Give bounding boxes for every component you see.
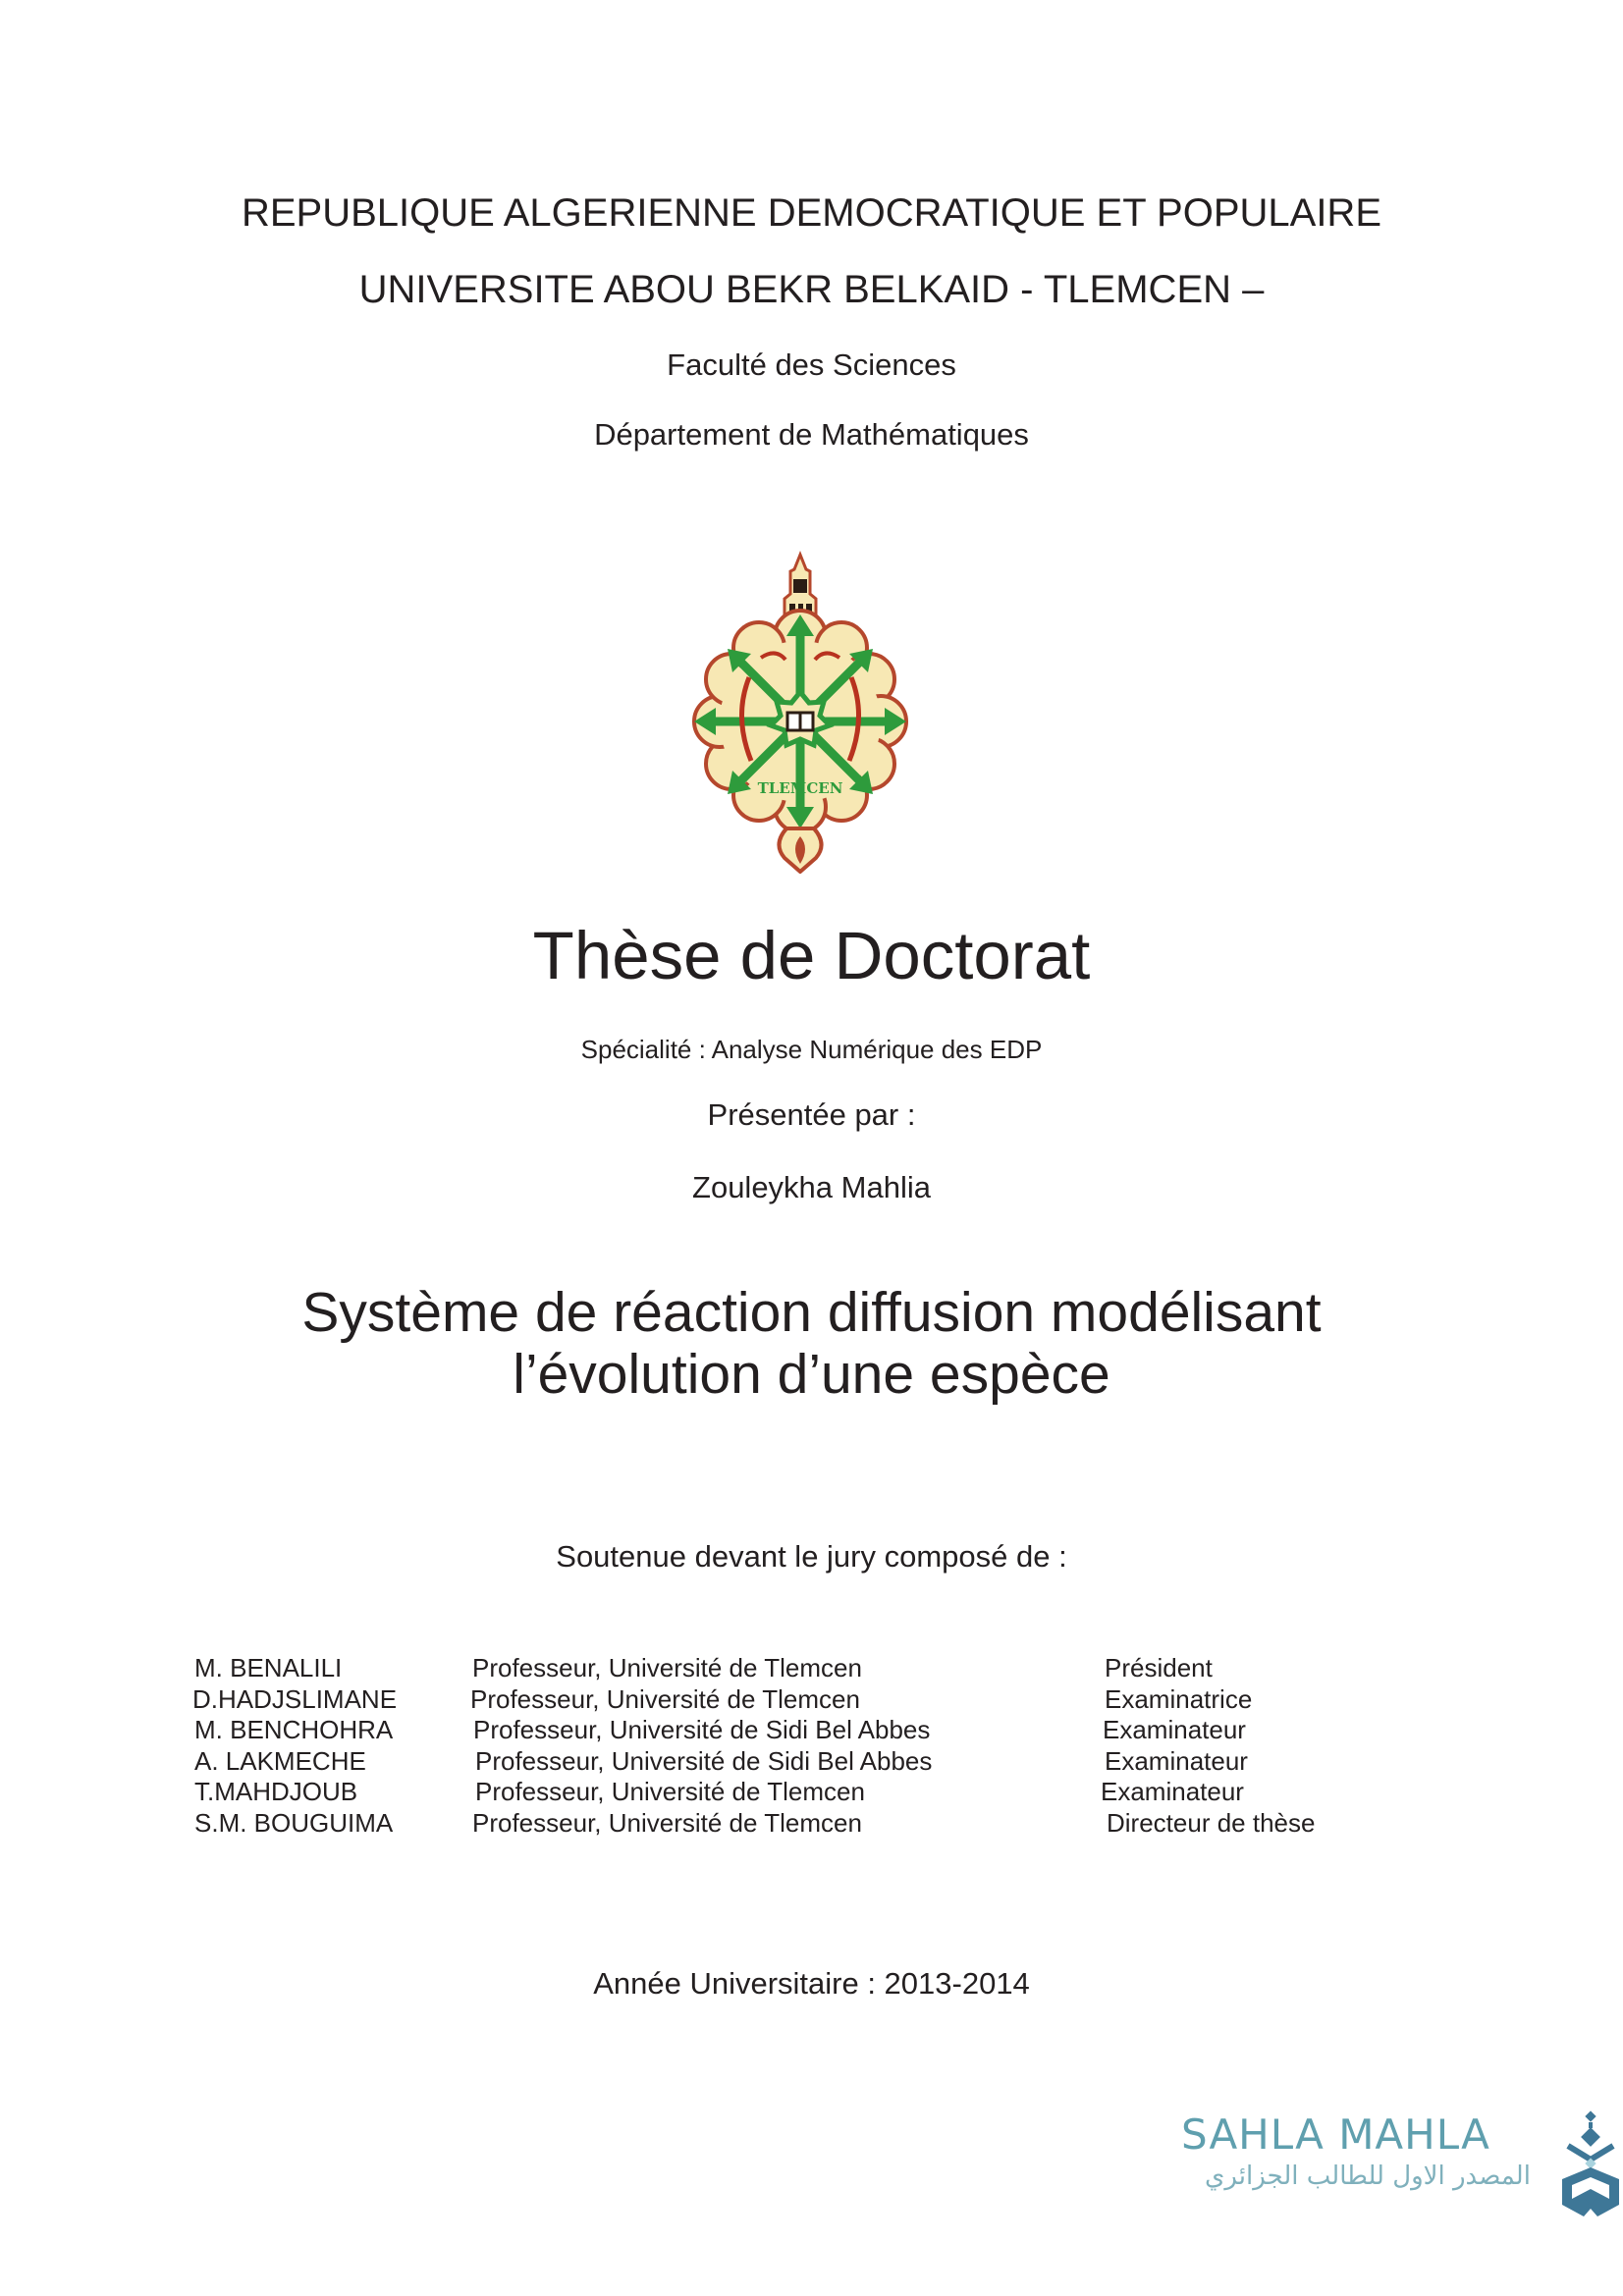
faculty-name: Faculté des Sciences <box>667 347 956 382</box>
jury-member <box>0 1777 1623 1808</box>
speciality: Spécialité : Analyse Numérique des EDP <box>580 1035 1043 1064</box>
jury-member-role: Président <box>1105 1653 1213 1682</box>
jury-member <box>0 1715 1623 1746</box>
jury-member <box>0 1684 1623 1716</box>
jury-member <box>0 1653 1623 1684</box>
department-name: Département de Mathématiques <box>594 417 1029 452</box>
jury-member-name: M. BENCHOHRA <box>194 1715 394 1744</box>
thesis-type: Thèse de Doctorat <box>532 918 1091 993</box>
jury-member-name: S.M. BOUGUIMA <box>194 1807 394 1838</box>
presented-by-label: Présentée par : <box>707 1097 916 1132</box>
jury-member-name: D.HADJSLIMANE <box>192 1683 398 1714</box>
academic-year: Année Universitaire : 2013-2014 <box>593 1966 1030 2001</box>
university-name: UNIVERSITE ABOU BEKR BELKAID - TLEMCEN – <box>358 268 1265 311</box>
emblem-text: TLEMCEN <box>757 779 843 797</box>
jury-list <box>0 1653 1623 1839</box>
jury-member-affiliation: Professeur, Université de Sidi Bel Abbes <box>473 1715 931 1744</box>
watermark-brand: SAHLA MAHLA <box>1181 2110 1490 2159</box>
jury-member <box>0 1746 1623 1778</box>
jury-member-affiliation: Professeur, Université de Tlemcen <box>475 1777 865 1806</box>
jury-member-name: A. LAKMECHE <box>194 1745 366 1776</box>
thesis-title-line-1: Système de réaction diffusion modélisant <box>301 1281 1322 1344</box>
jury-member-name: T.MAHDJOUB <box>194 1777 358 1806</box>
sahla-mahla-watermark <box>1173 2110 1623 2228</box>
jury-member-name: M. BENALILI <box>194 1653 343 1682</box>
jury-member-affiliation: Professeur, Université de Tlemcen <box>472 1807 862 1838</box>
university-emblem-icon <box>692 550 908 874</box>
watermark-tagline: المصدر الاول للطالب الجزائري <box>1205 2162 1531 2191</box>
jury-member-affiliation: Professeur, Université de Tlemcen <box>472 1653 862 1682</box>
jury-member-affiliation: Professeur, Université de Tlemcen <box>470 1683 860 1714</box>
sahla-mahla-logo-icon <box>1558 2110 1623 2218</box>
jury-heading: Soutenue devant le jury composé de : <box>556 1539 1067 1574</box>
jury-member-affiliation: Professeur, Université de Sidi Bel Abbes <box>475 1745 933 1776</box>
jury-member <box>0 1808 1623 1840</box>
author-name: Zouleykha Mahlia <box>692 1170 931 1204</box>
jury-member-role: Examinatrice <box>1105 1683 1253 1714</box>
jury-member-role: Directeur de thèse <box>1107 1807 1316 1838</box>
thesis-title-line-2: l’évolution d’une espèce <box>513 1343 1110 1406</box>
country-name: REPUBLIQUE ALGERIENNE DEMOCRATIQUE ET POPULAIRE <box>241 191 1381 235</box>
jury-member-role: Examinateur <box>1105 1745 1248 1776</box>
jury-member-role: Examinateur <box>1103 1715 1246 1744</box>
jury-member-role: Examinateur <box>1101 1777 1244 1806</box>
